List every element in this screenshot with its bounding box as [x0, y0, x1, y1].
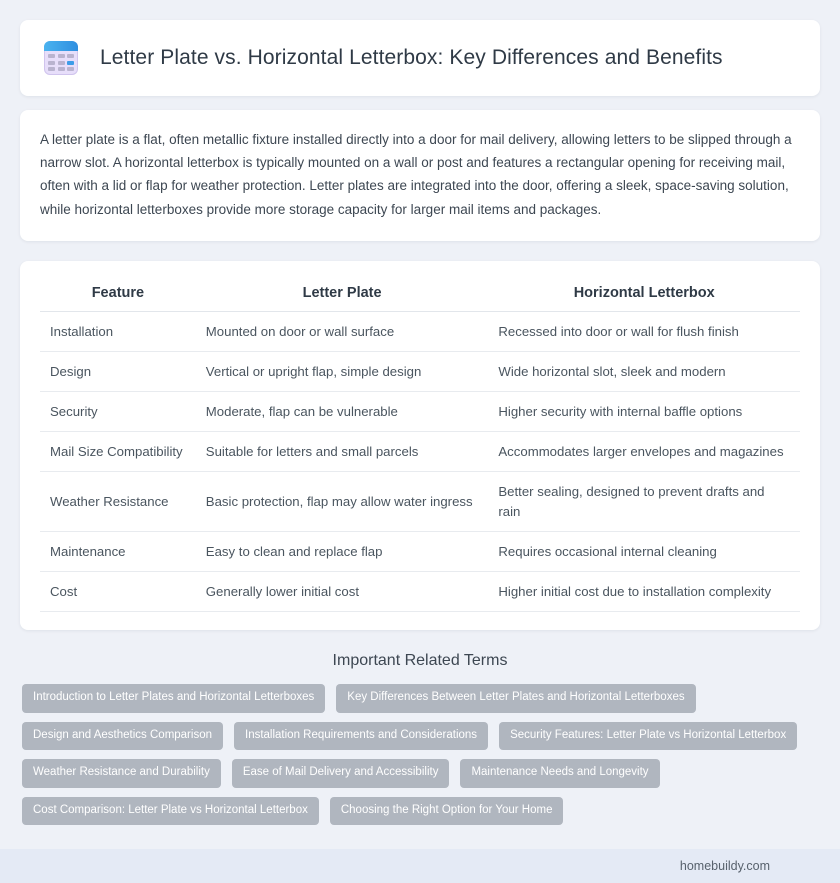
related-term-tag[interactable]: Weather Resistance and Durability — [22, 759, 221, 788]
related-term-tag[interactable]: Maintenance Needs and Longevity — [460, 759, 659, 788]
row-horizontal-letterbox: Wide horizontal slot, sleek and modern — [488, 352, 800, 392]
row-feature: Design — [40, 352, 196, 392]
column-header-feature: Feature — [40, 277, 196, 312]
description-text: A letter plate is a flat, often metallic fixture installed directly into a door for mail delivery, allowing letters to be slipped through a narrow slot. A horizontal letterbox is typically mounted on a wall or post and features a rectangular opening for receiving mail, often with a lid or flap for weather protection. Letter plates are integrated into the door, offering a sleek, space-saving solution, while horizontal letterboxes provide more storage capacity for larger mail items and packages. — [40, 132, 792, 217]
row-letter-plate: Mounted on door or wall surface — [196, 311, 489, 351]
calendar-icon — [44, 41, 78, 75]
description-card — [20, 110, 820, 241]
table-row — [40, 472, 800, 531]
table-row — [40, 432, 800, 472]
row-feature: Weather Resistance — [40, 472, 196, 531]
related-term-tag[interactable]: Introduction to Letter Plates and Horizontal Letterboxes — [22, 684, 325, 713]
related-term-tag[interactable]: Installation Requirements and Considerations — [234, 722, 488, 751]
row-feature: Installation — [40, 311, 196, 351]
row-feature: Maintenance — [40, 531, 196, 571]
row-letter-plate: Vertical or upright flap, simple design — [196, 352, 489, 392]
row-feature: Mail Size Compatibility — [40, 432, 196, 472]
table-row — [40, 531, 800, 571]
related-term-tag[interactable]: Design and Aesthetics Comparison — [22, 722, 223, 751]
related-term-tag[interactable]: Cost Comparison: Letter Plate vs Horizontal Letterbox — [22, 797, 319, 826]
column-header-horizontal-letterbox: Horizontal Letterbox — [488, 277, 800, 312]
table-row — [40, 392, 800, 432]
footer-bar — [0, 849, 840, 883]
table-row — [40, 352, 800, 392]
table-row — [40, 311, 800, 351]
calendar-icon-grid — [48, 54, 74, 71]
row-horizontal-letterbox: Better sealing, designed to prevent drafts and rain — [488, 472, 800, 531]
row-feature: Cost — [40, 571, 196, 611]
footer-site-name: homebuildy.com — [679, 859, 770, 873]
page-title: Letter Plate vs. Horizontal Letterbox: Key Differences and Benefits — [100, 46, 723, 70]
row-letter-plate: Suitable for letters and small parcels — [196, 432, 489, 472]
row-horizontal-letterbox: Recessed into door or wall for flush finish — [488, 311, 800, 351]
calendar-icon-top-bar — [44, 41, 78, 51]
row-letter-plate: Generally lower initial cost — [196, 571, 489, 611]
table-row — [40, 571, 800, 611]
header-card — [20, 20, 820, 96]
comparison-table — [40, 277, 800, 612]
row-horizontal-letterbox: Higher security with internal baffle options — [488, 392, 800, 432]
comparison-table-body — [40, 311, 800, 611]
column-header-letter-plate: Letter Plate — [196, 277, 489, 312]
comparison-table-head — [40, 277, 800, 312]
related-term-tag[interactable]: Key Differences Between Letter Plates and Horizontal Letterboxes — [336, 684, 695, 713]
table-header-row — [40, 277, 800, 312]
row-letter-plate: Moderate, flap can be vulnerable — [196, 392, 489, 432]
row-feature: Security — [40, 392, 196, 432]
row-letter-plate: Easy to clean and replace flap — [196, 531, 489, 571]
related-term-tag[interactable]: Ease of Mail Delivery and Accessibility — [232, 759, 450, 788]
footer-spacer — [0, 825, 840, 849]
related-terms-heading: Important Related Terms — [332, 652, 508, 669]
row-horizontal-letterbox: Requires occasional internal cleaning — [488, 531, 800, 571]
row-horizontal-letterbox: Accommodates larger envelopes and magazines — [488, 432, 800, 472]
related-terms-tag-list — [20, 684, 820, 825]
row-horizontal-letterbox: Higher initial cost due to installation complexity — [488, 571, 800, 611]
related-term-tag[interactable]: Security Features: Letter Plate vs Horizontal Letterbox — [499, 722, 797, 751]
related-term-tag[interactable]: Choosing the Right Option for Your Home — [330, 797, 564, 826]
comparison-table-card — [20, 261, 820, 630]
row-letter-plate: Basic protection, flap may allow water ingress — [196, 472, 489, 531]
